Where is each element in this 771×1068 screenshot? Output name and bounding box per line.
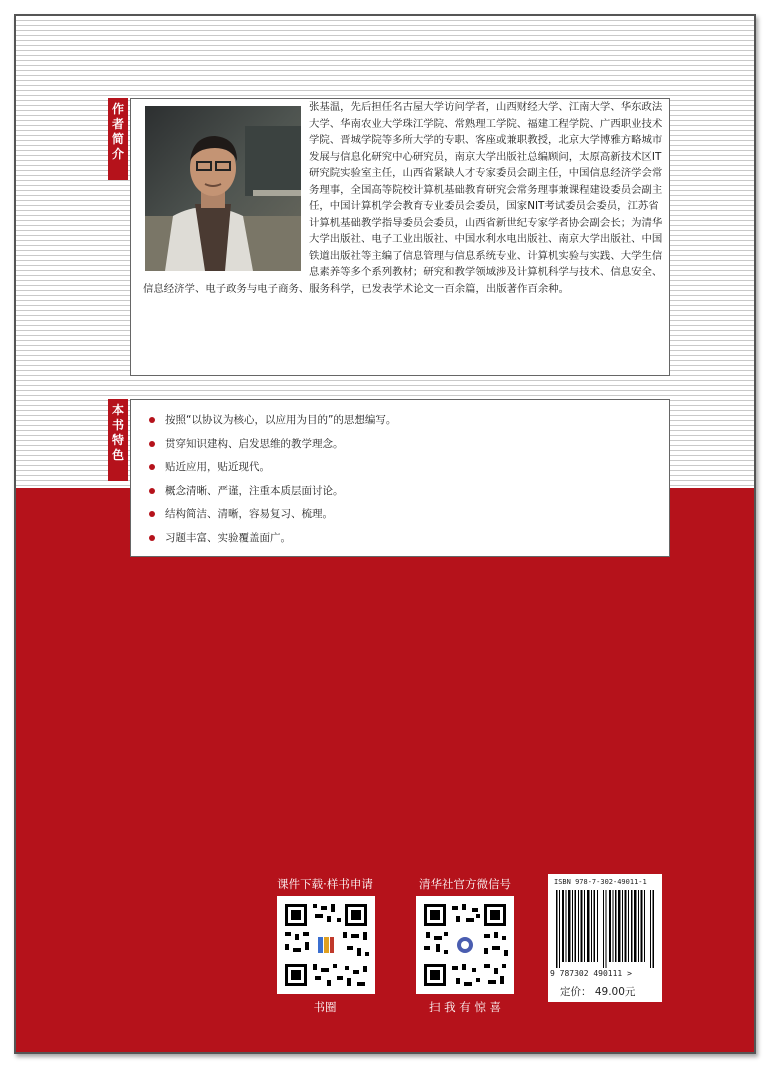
feature-item: 按照“以协议为核心，以应用为目的”的思想编写。 xyxy=(149,412,396,436)
author-bio-text: 张基温，先后担任名古屋大学访问学者，山西财经大学、江南大学、华东政法大学、华南农业大学珠江学院、常熟理工学院、福建工程学院、广西职业技术学院、晋城学院等多所大学的专职、客座或兼职教授，北京大学博雅方略城市发展与信息化研究中心研究员，南京大学出版社总编顾问，太原高新技术区IT研究院实验室主任，山西省紧缺人才专家委员会副主任，中国信息经济学会常务理事，全国高等院校计算机基础教育研究会常务理事兼课程建设委员会副主任，中国计算机学会教育专业委员会委员，国家NIT考试委员会委员，江苏省计算机基础教学指导委员会委员，山西省新世纪专家学者协会副会长；为清华大学出版社、电子工业出版社、中国水利水电出版社、南京大学出版社、中国铁道出版社等主编了信息管理与信息系统专业、计算机实验与实践、大学生信息素养等多个系列教材；研究和教学领域涉及计算机科学与技术、信息安全、信息经济学、电子政务与电子商务、服务科学，已发表学术论文一百余篇，出版著作百余种。 xyxy=(143,101,663,295)
book-back-cover xyxy=(14,14,756,1054)
book-features-tab xyxy=(108,399,128,481)
feature-item: 贴近应用，贴近现代。 xyxy=(149,459,396,483)
isbn-text: ISBN 978-7-302-49011-1 xyxy=(554,878,647,886)
author-panel xyxy=(130,98,670,376)
author-intro-tab xyxy=(108,98,128,180)
tab-char: 特 xyxy=(111,433,124,447)
qr-code-1 xyxy=(277,896,375,994)
author-bio xyxy=(143,99,663,297)
qr2-top-caption: 清华社官方微信号 xyxy=(419,877,511,891)
qr1-bottom-caption: 书圈 xyxy=(313,1000,337,1014)
feature-item: 贯穿知识建构、启发思维的教学理念。 xyxy=(149,436,396,460)
barcode-number: 9 787302 490111 > xyxy=(550,969,632,978)
tab-char: 色 xyxy=(111,448,124,462)
feature-item: 结构简洁、清晰，容易复习、梳理。 xyxy=(149,506,396,530)
qr-code-2 xyxy=(416,896,514,994)
price-label: 定价： 49.00元 xyxy=(560,986,636,998)
tab-char: 者 xyxy=(111,117,124,131)
tab-char: 简 xyxy=(111,132,124,146)
tab-char: 本 xyxy=(111,403,124,417)
tab-char: 书 xyxy=(111,418,124,432)
qr1-top-caption: 课件下载·样书申请 xyxy=(277,877,373,891)
qr2-bottom-caption: 扫 我 有 惊 喜 xyxy=(428,1000,502,1014)
feature-item: 习题丰富、实验覆盖面广。 xyxy=(149,530,396,554)
feature-item: 概念清晰、严谨，注重本质层面讨论。 xyxy=(149,483,396,507)
features-list xyxy=(149,412,396,553)
barcode-icon xyxy=(556,890,656,968)
qr-code-icon xyxy=(416,896,514,994)
features-panel xyxy=(130,399,670,557)
barcode-box xyxy=(548,874,662,1002)
photo-spacer xyxy=(143,99,309,277)
tab-char: 作 xyxy=(111,102,124,116)
qr-code-icon xyxy=(277,896,375,994)
tab-char: 介 xyxy=(111,147,124,161)
